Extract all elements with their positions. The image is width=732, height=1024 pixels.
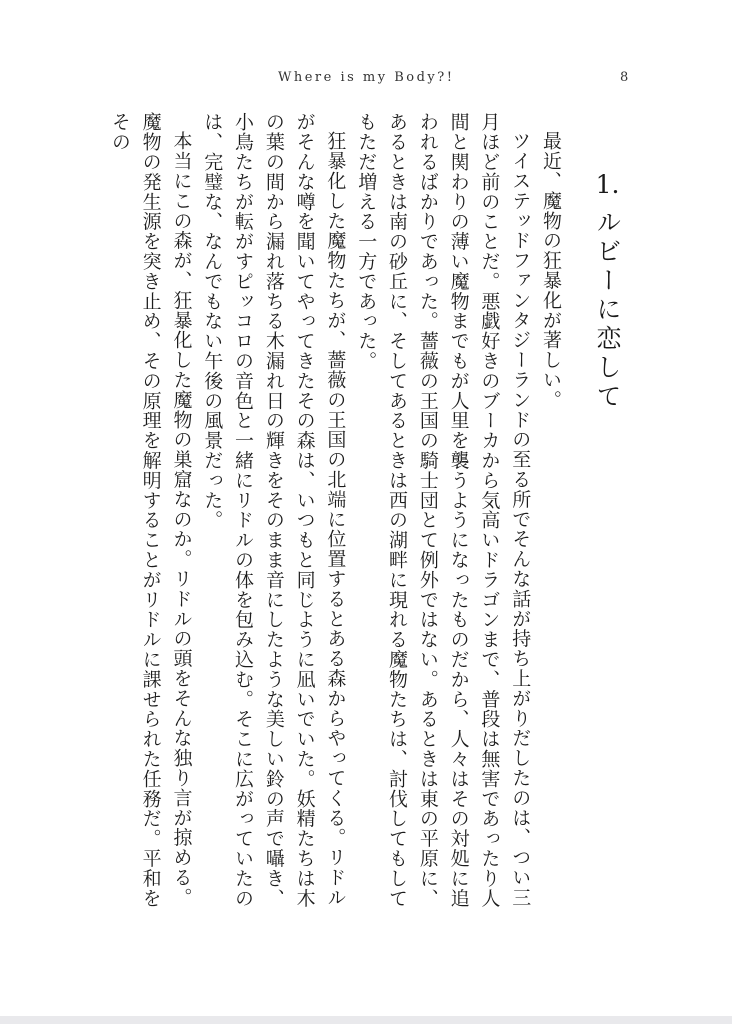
- chapter-title: ルビーに恋して: [593, 208, 622, 412]
- running-head: [0, 70, 732, 90]
- chapter-heading: [588, 172, 626, 412]
- book-title: Where is my Body?!: [278, 70, 455, 85]
- body-text: [104, 112, 566, 910]
- paragraph: 狂暴化した魔物たちが、薔薇の王国の北端に位置するとある森からやってくる。リドルがそんな噂を聞いてやってきたその森は、いつもと同じように凪いでいた。妖精たちは木の葉の間から漏れ落ちる木漏れ日の輝きをそのまま音にしたような美しい鈴の声で囁き、小鳥たちが転がすピッコロの音色と一緒にリドルの体を包み込む。そこに広がっていたのは、完璧な、なんでもない午後の風景だった。: [201, 112, 347, 908]
- page-bottom-edge: [0, 1016, 732, 1024]
- paragraph: 本当にこの森が、狂暴化した魔物の巣窟なのか。リドルの頭をそんな独り言が掠める。魔物の発生源を突き止め、その原理を解明することがリドルに課せられた任務だ。平和をその: [108, 112, 193, 908]
- paragraph: ツイステッドファンタジーランドの至る所でそんな話が持ち上がりだしたのは、つい三月ほど前のことだ。悪戯好きのブーカから気高いドラゴンまで、普段は無害であったり人間と関わりの薄い魔物までもが人里を襲うようになったものだから、人々はその対処に追われるばかりであった。薔薇の王国の騎士団とて例外ではない。あるときは東の平原に、あるときは南の砂丘に、そしてあるときは西の湖畔に現れる魔物たちは、討伐してもしてもただ増える一方であった。: [355, 112, 532, 908]
- page-number: 8: [620, 70, 629, 85]
- paragraph: 最近、魔物の狂暴化が著しい。: [540, 131, 562, 410]
- chapter-number: 1.: [595, 172, 620, 197]
